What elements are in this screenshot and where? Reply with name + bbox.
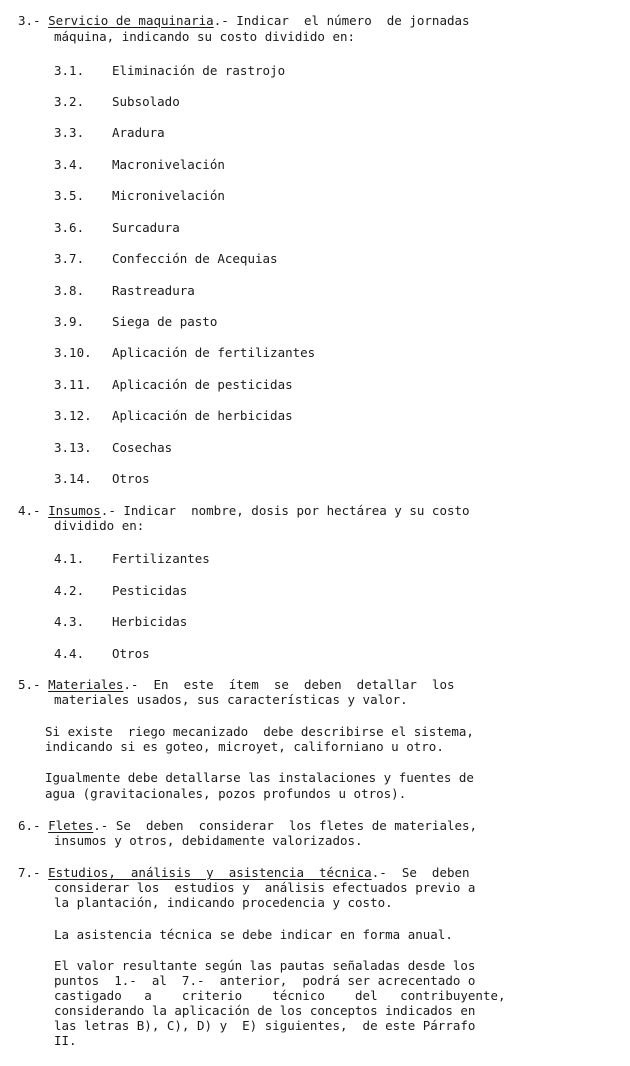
section-5-paragraph-3-line-2: agua (gravitacionales, pozos profundos u otros). — [45, 786, 407, 801]
section-7-paragraph-3-line-6: II. — [54, 1033, 77, 1048]
section-7-paragraph-3-line-5: las letras B), C), D) y E) siguientes, de este Párrafo — [54, 1018, 476, 1033]
list-item: 3.9. Siega de pasto — [54, 314, 218, 329]
section-5-paragraph-2-line-2: indicando si es goteo, microyet, californiano u otro. — [45, 739, 444, 754]
list-item: 3.7. Confección de Acequias — [54, 251, 278, 266]
list-item: 3.8. Rastreadura — [54, 283, 195, 298]
section-3-line-2: máquina, indicando su costo dividido en: — [54, 29, 356, 44]
section-7-paragraph-3-line-3: castigado a criterio técnico del contribuyente, — [54, 988, 506, 1003]
list-item: 3.12. Aplicación de herbicidas — [54, 408, 293, 423]
section-5-number: 5.- — [18, 677, 41, 692]
section-7-line-3: la plantación, indicando procedencia y costo. — [54, 895, 393, 910]
section-4-line-1 — [18, 503, 470, 518]
section-7-line-1: 7.- Estudios, análisis y asistencia técnica.- Se deben — [18, 865, 470, 880]
section-6-line-2: insumos y otros, debidamente valorizados. — [54, 833, 363, 848]
section-6-line-1: 6.- Fletes.- Se deben considerar los fletes de materiales, — [18, 818, 478, 833]
list-item: 4.4. Otros — [54, 646, 150, 661]
list-item: 3.5. Micronivelación — [54, 188, 225, 203]
list-item: 3.2. Subsolado — [54, 94, 180, 109]
section-3-intro: .- Indicar el número de jornadas — [213, 13, 470, 28]
section-3-number: 3.- — [18, 13, 41, 28]
section-5-line-2: materiales usados, sus características y valor. — [54, 692, 408, 707]
list-item: 4.2. Pesticidas — [54, 583, 188, 598]
section-3-line-1 — [18, 13, 470, 28]
section-4-line-2: dividido en: — [54, 518, 145, 533]
section-5-paragraph-3-line-1: Igualmente debe detallarse las instalaciones y fuentes de — [45, 770, 474, 785]
section-7-paragraph-3-line-1: El valor resultante según las pautas señaladas desde los — [54, 958, 476, 973]
list-item: 4.3. Herbicidas — [54, 614, 188, 629]
section-7-paragraph-3-line-4: considerando la aplicación de los conceptos indicados en — [54, 1003, 476, 1018]
section-6-heading: Fletes — [48, 818, 94, 833]
list-item: 3.1. Eliminación de rastrojo — [54, 63, 286, 78]
list-item: 3.6. Surcadura — [54, 220, 180, 235]
section-7-paragraph-3-line-2: puntos 1.- al 7.- anterior, podrá ser acrecentado o — [54, 973, 476, 988]
list-item: 4.1. Fertilizantes — [54, 551, 210, 566]
list-item: 3.13. Cosechas — [54, 440, 173, 455]
section-4-intro: .- Indicar nombre, dosis por hectárea y su costo — [100, 503, 470, 518]
section-7-line-2: considerar los estudios y análisis efectuados previo a — [54, 880, 476, 895]
section-7-paragraph-2: La asistencia técnica se debe indicar en forma anual. — [54, 927, 453, 942]
section-3-heading: Servicio de maquinaria — [48, 13, 214, 28]
section-5-line-1: 5.- Materiales.- En este ítem se deben detallar los — [18, 677, 455, 692]
list-item: 3.14. Otros — [54, 471, 150, 486]
section-5-paragraph-2-line-1: Si existe riego mecanizado debe describirse el sistema, — [45, 724, 474, 739]
list-item: 3.3. Aradura — [54, 125, 165, 140]
section-4-heading: Insumos — [48, 503, 101, 518]
list-item: 3.4. Macronivelación — [54, 157, 225, 172]
section-4-number: 4.- — [18, 503, 41, 518]
section-7-heading: Estudios, análisis y asistencia técnica — [48, 865, 372, 880]
section-7-number: 7.- — [18, 865, 41, 880]
list-item: 3.11. Aplicación de pesticidas — [54, 377, 293, 392]
list-item: 3.10. Aplicación de fertilizantes — [54, 345, 316, 360]
section-5-heading: Materiales — [48, 677, 124, 692]
section-6-number: 6.- — [18, 818, 41, 833]
